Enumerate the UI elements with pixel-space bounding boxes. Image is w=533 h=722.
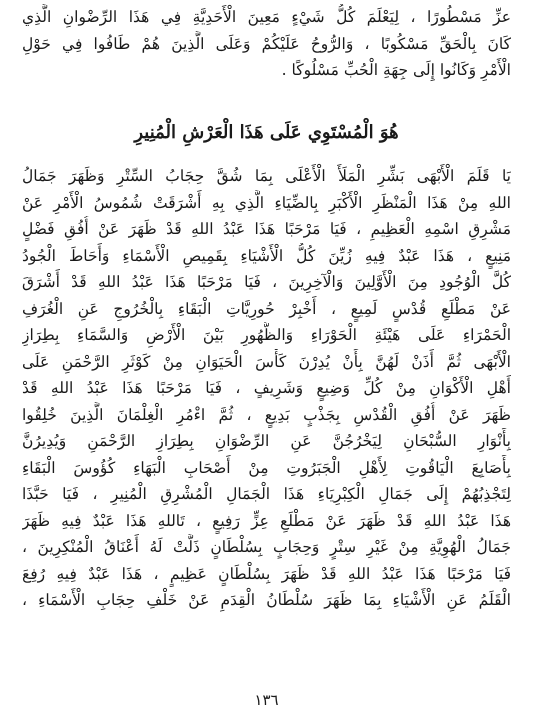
text-line: بِأَنْوَارِ السُّبْحَانِ لِيَخْرُجُنَّ عَنِ الرِّضْوَانِ بِطِرَازِ الرَّحْمَنِ وَيُدِيرُنَّ <box>22 432 511 450</box>
text-line: مَنِيعٍ ، هَذَا عَبْدٌ فِيهِ زُيِّنَ كُلُّ الْأَشْيَاءِ بِقَمِيصِ الْأَسْمَاءِ وَأَحَاطَ الْجُودُ <box>22 246 511 265</box>
continuation-paragraph <box>22 4 511 84</box>
text-line: الْأَبْهَى ثُمَّ أَذَنْ لَهُنَّ بِأَنْ يُدِرْنَ كَأْسَ الْحَيَوَانِ مِنْ كَوْثَرِ الرَّحْمَنِ عَلَى <box>22 352 511 371</box>
text-line: فَيَا مَرْحَبًا هَذَا عَبْدُ اللهِ قَدْ ظَهَرَ بِسُلْطَانٍ عَظِيمٍ ، هَذَا عَبْدٌ فِيهِ رُفِعَ <box>22 564 511 583</box>
text-line: مَشْرِقِ اسْمِهِ الْعَظِيمِ ، فَيَا مَرْحَبًا هَذَا عَبْدُ اللهِ قَدْ ظَهَرَ عَنْ أُفُقِ فَضْلٍ <box>22 220 511 238</box>
text-line: الْأَمْرِ وَكَانُوا إِلَى جِهَةِ الْحُبِّ مَسْلُوكًا . <box>281 61 511 79</box>
text-line: يَا قَلَمَ الْأَبْهَى بَشِّرِ الْمَلَأَ الْأَعْلَى بِمَا شُقَّ حِجَابُ السِّتْرِ وَظَهَرَ جَمَالُ <box>22 167 511 185</box>
text-line: كُلَّ الْوُجُودِ مِنَ الْأَوَّلِينَ وَالْآخِرِينَ ، فَيَا مَرْحَبًا هَذَا عَبْدُ اللهِ قَدْ أَشْرَقَ <box>22 273 511 291</box>
text-line: عَنْ مَطْلَعِ قُدْسٍ لَمِيعٍ ، أَخْبِرْ حُورِيَّاتِ الْبَقَاءِ بِالْخُرُوجِ عَنِ الْغُرَفِ <box>22 299 511 318</box>
main-paragraph <box>22 163 511 614</box>
text-line: أَهْلِ الْأَكْوَانِ مِنْ كُلِّ وَضِيعٍ وَشَرِيفٍ ، فَيَا مَرْحَبًا هَذَا عَبْدُ اللهِ قَدْ <box>22 379 511 397</box>
text-line: الْحَمْرَاءِ عَلَى هَيْئَةِ الْحَوْرَاءِ وَالظُّهُورِ بَيْنَ الْأَرْضِ وَالسَّمَاءِ بِطِرَازِ <box>22 326 511 344</box>
text-line: جَمَالُ الْهُوِيَّةِ مِنْ غَيْرِ سِتْرٍ وَحِجَابٍ بِسُلْطَانٍ ذَلَّتْ لَهُ أَعْنَاقُ الْمُنْكِرِينَ ، <box>22 538 511 556</box>
text-line: الْقَلَمُ عَنِ الْأَشْيَاءِ بِمَا ظَهَرَ سُلْطَانُ الْقِدَمِ عَنْ خَلْفِ حِجَابِ الْأَسْمَاءِ ، <box>22 591 511 609</box>
text-line: هَذَا عَبْدُ اللهِ قَدْ ظَهَرَ عَنْ مَطْلَعِ عِزٍّ رَفِيعٍ ، تَاللهِ هَذَا عَبْدٌ فِيهِ ظَهَرَ <box>22 511 511 530</box>
text-line: اللهِ مِنْ هَذَا الْمَنْظَرِ الْأَكْبَرِ بِالضِّيَاءِ الَّذِي بِهِ أَشْرَقَتْ شُمُوسُ الْأَمْرِ عَنْ <box>22 193 511 212</box>
text-line: لِتَجْذِبُهُمْ إِلَى جَمَالِ الْكِبْرِيَاءِ هَذَا الْجَمَالِ الْمُشْرِقِ الْمُنِيرِ ، فَيَا حَبَّذَا <box>22 485 511 503</box>
page-number: ١٣٦ <box>254 691 279 709</box>
text-line: ظَهَرَ عَنْ أُفُقِ الْقُدْسِ بِجَذْبٍ بَدِيعٍ ، ثُمَّ اءْمُرِ الْغِلْمَانَ الَّذِينَ خُلِقُوا <box>22 405 511 424</box>
text-line: كَانَ بِالْحَقِّ مَسْكُوبًا ، وَالرُّوحُ عَلَيْكُمْ وَعَلَى الَّذِينَ هُمْ طَافُوا فِي حَوْلِ <box>22 34 511 53</box>
text-line: عزِّ مَسْطُورًا ، لِيَعْلَمَ كُلُّ شَيْءٍ مَعِينَ الْأَحَدِيَّةِ فِي هَذَا الرِّضْوانِ الَّذِي <box>22 8 511 26</box>
text-line: بِأَصَابِعَ الْيَاقُوتِ لِأَهْلِ الْجَبَرُوتِ مِنْ أَصْحَابِ الْبَهَاءِ كُؤُوسَ الْبَقَاءِ <box>22 458 511 477</box>
section-heading: هُوَ الْمُسْتَوِي عَلَى هَذَا الْعَرْشِ الْمُنِيرِ <box>134 122 399 143</box>
